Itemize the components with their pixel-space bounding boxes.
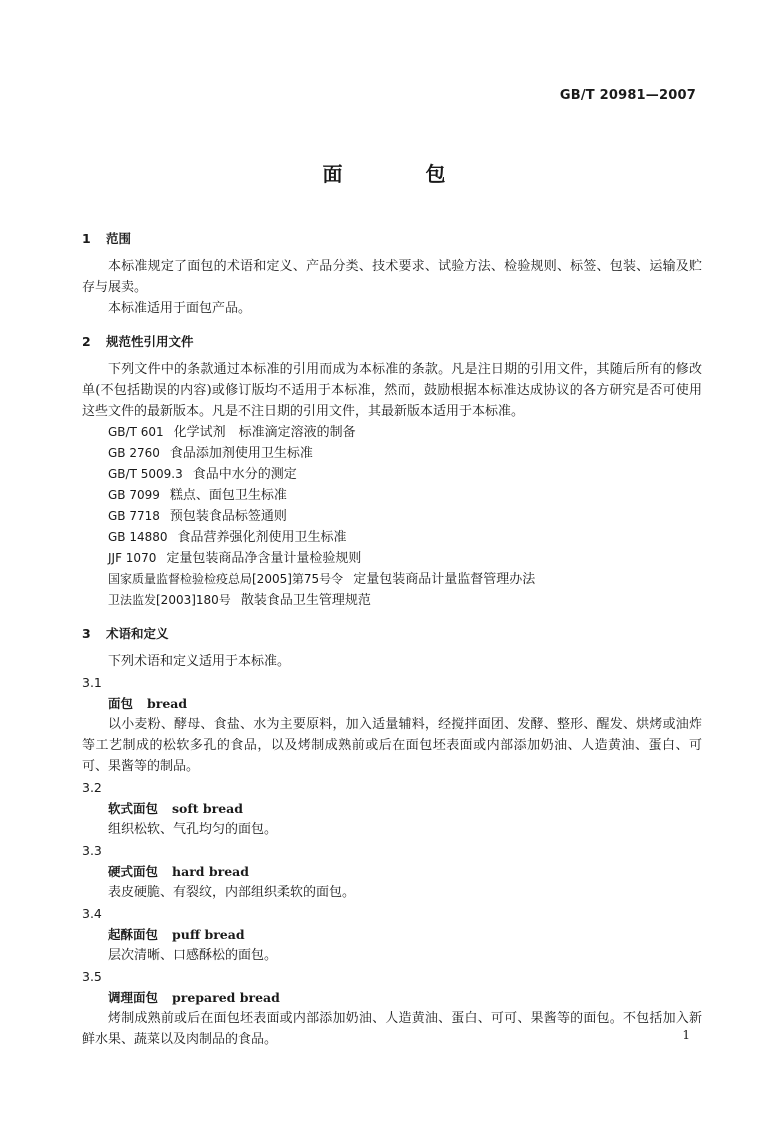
term-heading [82, 861, 702, 882]
reference-code: 国家质量监督检验检疫总局[2005]第75号令 [108, 572, 344, 586]
reference-title: 定量包装商品计量监督管理办法 [353, 572, 536, 587]
references-intro: 下列文件中的条款通过本标准的引用而成为本标准的条款。凡是注日期的引用文件，其随后所有的修改单(不包括勘误的内容)或修订版均不适用于本标准，然而，鼓励根据本标准达成协议的各方研究是否可使用这些文件的最新版本。凡是不注日期的引用文件，其最新版本适用于本标准。 [82, 362, 702, 419]
reference-title: 食品添加剂使用卫生标准 [169, 446, 313, 461]
term-heading [82, 987, 702, 1008]
term-heading [82, 693, 702, 714]
term-zh: 面包 [108, 696, 134, 711]
page-number: 1 [682, 1028, 690, 1042]
clause-number: 3.3 [82, 843, 102, 858]
reference-code: GB/T 5009.3 [108, 467, 183, 481]
reference-item [82, 506, 702, 527]
scope-paragraph: 本标准适用于面包产品。 [108, 301, 252, 316]
term-definition: 以小麦粉、酵母、食盐、水为主要原料，加入适量辅料，经搅拌面团、发酵、整形、醒发、烘烤或油炸等工艺制成的松软多孔的食品，以及烤制成熟前或后在面包坯表面或内部添加奶油、人造黄油、蛋白、可可、果酱等的制品。 [82, 717, 702, 774]
reference-title: 化学试剂 标准滴定溶液的制备 [173, 425, 356, 440]
section-number: 3 [82, 626, 91, 641]
reference-item [82, 569, 702, 590]
terms-intro: 下列术语和定义适用于本标准。 [108, 654, 291, 669]
reference-code: 卫法监发[2003]180号 [108, 593, 231, 607]
clause-number: 3.5 [82, 969, 102, 984]
section-2-heading [82, 331, 702, 353]
term-heading [82, 798, 702, 819]
term-en: soft bread [172, 801, 244, 816]
reference-item [82, 548, 702, 569]
reference-item [82, 527, 702, 548]
reference-code: GB 7718 [108, 509, 160, 523]
reference-title: 糕点、面包卫生标准 [169, 488, 287, 503]
reference-code: GB 14880 [108, 530, 168, 544]
reference-code: JJF 1070 [108, 551, 157, 565]
term-en: bread [147, 696, 188, 711]
term-definition: 表皮硬脆、有裂纹，内部组织柔软的面包。 [108, 885, 356, 900]
term-zh: 调理面包 [108, 990, 159, 1005]
section-title: 范围 [106, 231, 132, 246]
reference-item [82, 485, 702, 506]
term-en: prepared bread [172, 990, 280, 1005]
section-number: 1 [82, 231, 91, 246]
reference-title: 预包装食品标签通则 [169, 509, 287, 524]
clause-number: 3.1 [82, 675, 102, 690]
reference-code: GB 2760 [108, 446, 160, 460]
term-en: puff bread [172, 927, 245, 942]
clause-number: 3.4 [82, 906, 102, 921]
document-body [82, 222, 702, 1050]
reference-item [82, 422, 702, 443]
clause-number: 3.2 [82, 780, 102, 795]
scope-paragraph: 本标准规定了面包的术语和定义、产品分类、技术要求、试验方法、检验规则、标签、包装、运输及贮存与展卖。 [82, 259, 702, 295]
section-number: 2 [82, 334, 91, 349]
reference-title: 定量包装商品净含量计量检验规则 [166, 551, 362, 566]
term-en: hard bread [172, 864, 249, 879]
standard-code: GB/T 20981—2007 [559, 88, 696, 103]
reference-code: GB/T 601 [108, 425, 164, 439]
reference-title: 食品营养强化剂使用卫生标准 [177, 530, 347, 545]
reference-item [82, 590, 702, 611]
reference-item [82, 443, 702, 464]
term-heading [82, 924, 702, 945]
term-definition: 层次清晰、口感酥松的面包。 [108, 948, 278, 963]
reference-title: 散装食品卫生管理规范 [240, 593, 371, 608]
section-title: 规范性引用文件 [106, 334, 194, 349]
document-title: 面 包 [322, 162, 484, 186]
term-zh: 软式面包 [108, 801, 159, 816]
reference-title: 食品中水分的测定 [192, 467, 297, 482]
section-title: 术语和定义 [106, 626, 169, 641]
term-definition: 组织松软、气孔均匀的面包。 [108, 822, 278, 837]
reference-code: GB 7099 [108, 488, 160, 502]
section-1-heading [82, 228, 702, 250]
term-zh: 起酥面包 [108, 927, 159, 942]
section-3-heading [82, 623, 702, 645]
term-zh: 硬式面包 [108, 864, 159, 879]
term-definition: 烤制成熟前或后在面包坯表面或内部添加奶油、人造黄油、蛋白、可可、果酱等的面包。不包括加入新鲜水果、蔬菜以及肉制品的食品。 [82, 1011, 702, 1047]
reference-item [82, 464, 702, 485]
